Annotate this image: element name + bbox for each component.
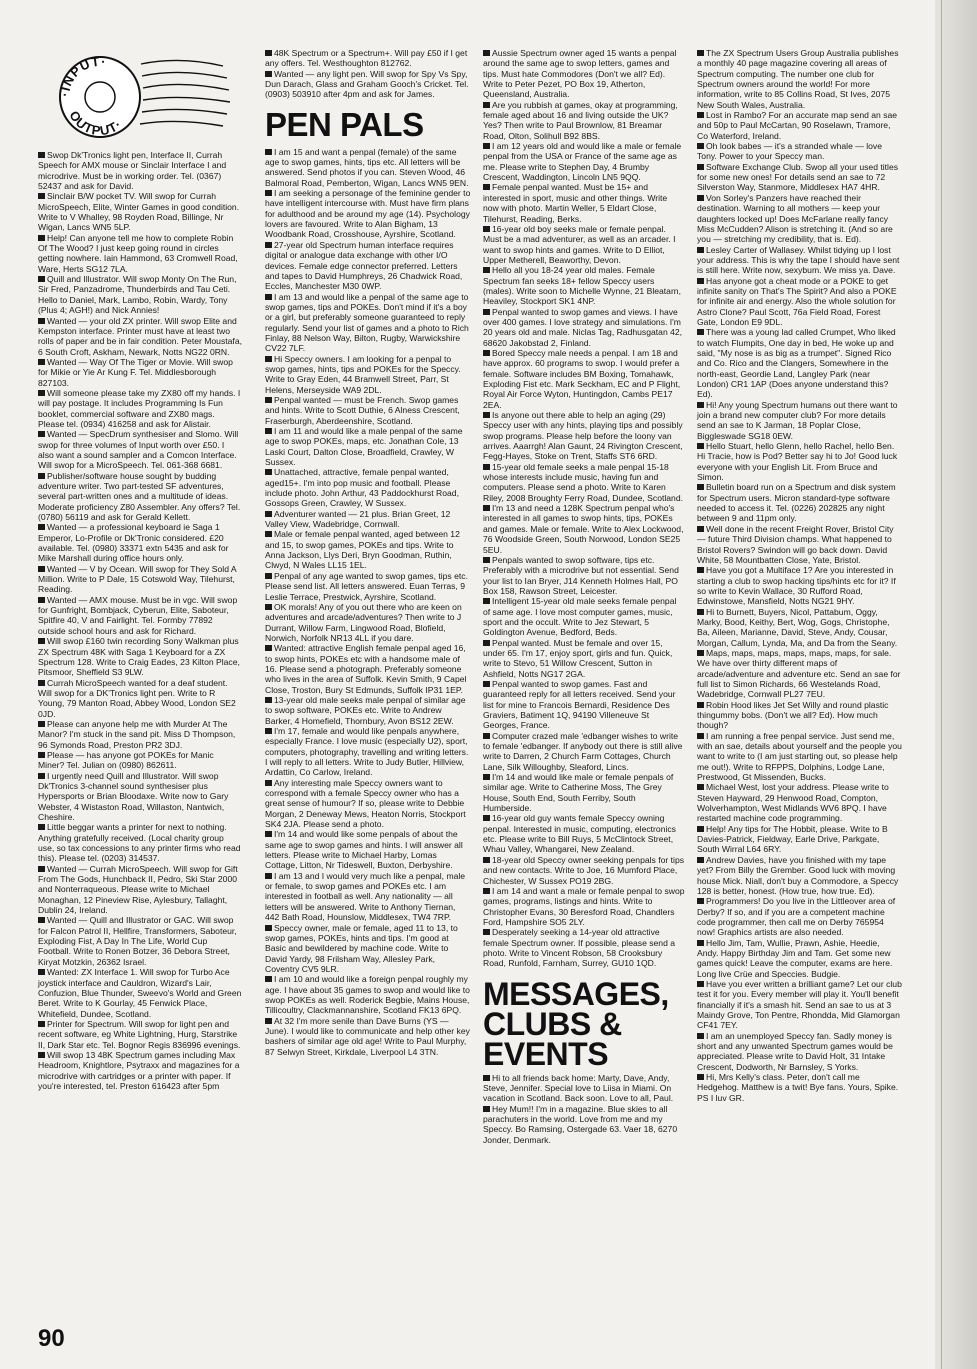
classified-ad: At 32 I'm more senile than Dave Burns (YS — June). I would like to communicate and help other key bashers of similar age old age! Write to Paul Murphy, 87 Selwyn Street, Kirkdale, Liverpool L4 3TN. [265, 1015, 470, 1057]
classified-ad: Adventurer wanted — 21 plus. Brian Greet, 12 Valley View, Wadebridge, Cornwall. [265, 509, 471, 530]
classified-ad: Will someone please take my ZX80 off my hands. I will pay postage. It includes Programming Is Fun booklet, commercial software and ZX80 mags. Please tel. (0934) 416258 and ask for Alistair. [38, 387, 241, 429]
classified-ad: Software Exchange Club. Swop all your used titles for some new ones! For details send an sae to 72 Silverston Way, Stanmore, Middlesex HA7 4HR. [697, 162, 902, 193]
classified-ad: Wanted — any light pen. Will swop for Spy Vs Spy, Dun Darach, Glass and Graham Gooch's Cricket. Tel. (0903) 503910 after 4pm and ask for James. [265, 69, 471, 100]
classified-ad: 18-year old Speccy owner seeking penpals for tips and new contacts. Write to Joe, 16 Mumford Place, Chichester, W Sussex PO19 2BG. [483, 854, 685, 886]
classified-ad: I am 11 and would like a male penpal of the same age to swop POKEs, maps, etc. Jonathan Cole, 13 Laski Court, Dalton Close, Broadfield, Crawley, W Sussex. [265, 426, 471, 467]
classified-ad: Help! Can anyone tell me how to complete Robin Of The Wood? I just keep going round in circles getting nowhere. Iain Hammond, 63 Cromwell Road, Ware, Herts SG12 7LA. [38, 233, 242, 274]
classified-ad: Penpal wanted. Must be female and over 15, under 65. I'm 17, enjoy sport, girls and fun. Quick, write to Stevo, 51 Willow Crescent, Sutton in Ashfield, Notts NG17 2GA. [483, 638, 685, 679]
classified-ad: Any interesting male Speccy owners want to correspond with a female Speccy owner who has a great sense of humour? If so, please write to Debbie Morgan, 2 Deneway Mews, Heaton Norris, Stockport SK4 2JA. Please send a photo. [265, 778, 471, 830]
classified-ad: I am 14 and want a male or female penpal to swop games, programs, listings and hints. Write to Christopher Evans, 30 Beresford Road, Chandlers Ford, Hampshire SO5 2LY. [483, 885, 685, 927]
classified-ad: Bulletin board run on a Spectrum and disk system for Spectrum users. Micron standard-type software needed to access it. Tel. (0226) 202825 any night between 9 and 11pm only. [697, 482, 902, 523]
messages-clubs-events-heading: MESSAGES, CLUBS & EVENTS [483, 975, 669, 1072]
column-1 [38, 150, 242, 1091]
classified-ad: Publisher/software house sought by budding adventure writer. Two part-tested SF adventures, several part-written ones and a multitude of ideas. Moderate proficiency Z80 Assembler. Any offers? Tel. (0780) 56119 and ask for Gerald Kellett. [38, 470, 241, 523]
classified-ad: Lesley Carter of Wallasey. Whilst tidying up I lost your address. This is why the tape I should have sent is still here. Write now, sexybum. We miss ya. Dave. [697, 245, 902, 276]
classified-ad: OK morals! Any of you out there who are keen on adventures and arcade/adventures? Then write to J Durrant, Willow Farm, Lingwood Road, Blofield, Norwich, Norfolk NR13 4LL if you dare. [265, 602, 471, 643]
classified-ad: Has anyone got a cheat mode or a POKE to get infinite sanity on That's The Spirit? And also a POKE for infinite air and energy. Also the whole solution for Astro Clone? Paul Scott, 76a Field Road, Forest Gate, London E9 9DL. [697, 276, 902, 328]
column-3 [483, 48, 685, 1145]
classified-ad: Wanted — Currah MicroSpeech. Will swop for Gift From The Gods, Hunchback II, Pedro, Ski Star 2000 and Nonterraqueous. Please write to Michael Monaghan, 12 Pineview Rise, Aylesbury, Tallaght, Dublin 24, Ireland. [38, 864, 242, 916]
classified-ad: Hi! Any young Spectrum humans out there want to join a brand new computer club? For more details send an sae to K Jarman, 18 Poplar Close, Biggleswade SG18 0EW. [697, 400, 902, 441]
classified-ad: 16-year old guy wants female Speccy owning penpal. Interested in music, computing, electronics etc. Please write to Bill Ruys, 5 McClintock Street, Whau Valley, Whangarei, New Zealand. [483, 813, 685, 854]
classified-ad: Bored Speccy male needs a penpal. I am 18 and have approx. 60 programs to swop. I would prefer a female. Software includes BM Boxing, Tomahawk, Exploding Fist etc. Mark Seckham, EC and P Flight, Royal Air Force Wyton, Huntingdon, Cambs PE17 2EA. [483, 348, 685, 410]
classified-ad: Well done in the recent Freight Rover, Bristol City — future Third Division champs. What happened to Bristol Rovers? Swindon will go back down. David White, 58 Mountbatten Close, Yate, Bristol. [697, 524, 902, 565]
classified-ad: Hi Speccy owners. I am looking for a penpal to swop games, hints, tips and POKEs for the Speccy. Write to Gray Eden, 44 Bramwell Street, Parr, St Helens, Merseyside WA9 2DL. [265, 354, 471, 395]
classified-ad: Unattached, attractive, female penpal wanted, aged15+. I'm into pop music and football. Please include photo. John Arthur, 43 Paddockhurst Road, Gossops Green, Crawley, W Sussex. [265, 467, 471, 508]
classified-ad: 16-year old boy seeks male or female penpal. Must be a mad adventurer, as well as an arcader. I want to swop hints and games. Write to D Elliot, Upper Metherell, Beaworthy, Devon. [483, 224, 685, 265]
pen-pals-list [265, 147, 471, 1057]
classified-ad: I am 10 and would like a foreign penpal roughly my age. I have about 35 games to swop and would like to swop POKEs as well. Roderick Begbie, Mains House, Tillicoultry, Clackmannanshire, Scotland FK13 6PQ. [265, 974, 470, 1016]
classified-ad: Michael West, lost your address. Please write to Steven Hayward, 29 Henwood Road, Compton, Wolverhampton, West Midlands WV6 8PQ. I have restarted machine code programming. [697, 782, 902, 823]
classified-ad: Printer for Spectrum. Will swop for light pen and recent software, eg White Lightning, Hurg, Starstrike II, Dark Star etc. Tel. Bognor Regis 836996 evenings. [38, 1018, 241, 1050]
classified-ad: Wanted — a professional keyboard ie Saga 1 Emperor, Lo-Profile or Dk'Tronic considered. £20 available. Tel. (0980) 33371 extn 5435 and ask for Mike Marshall during office hours only. [38, 522, 242, 563]
input-output-logo [55, 50, 235, 145]
svg-text:·INPUT·: ·INPUT· [56, 53, 108, 98]
classified-ad: Have you got a Multiface 1? Are you interested in starting a club to swop hacking tips/hints etc for it? If so write to Kevin Wallace, 30 Rufford Road, Edwinstowe, Mansfield, Notts NG21 9HY. [697, 565, 902, 606]
classified-ad: Will swop £160 twin recording Sony Walkman plus ZX Spectrum 48K with Saga 1 Keyboard for a ZX Spectrum 128. Write to Craig Eades, 23 Kilton Place, Pitsmoor, Sheffield S3 9LW. [38, 636, 242, 677]
classified-ad: Have you ever written a brilliant game? Let our club test it for you. Every member will play it. You'll benefit financially if it's a smash hit. Send an sae to us at 3 Maindy Grove, Ton Pentre, Rhondda, Mid Glamorgan CF41 7EY. [697, 978, 902, 1031]
classified-ad: I am 12 years old and would like a male or female penpal from the USA or France of the same age as me. Please write to Stephen Day, 4 Brumby Crescent, Waddington, Lincoln LN5 9QQ. [483, 141, 685, 182]
classified-ad: Wanted: attractive English female penpal aged 16, to swop hints, POKEs etc with a handsome male of 16. Please send a photograph. Preferably someone who lives in the area of Suffolk. Kevin Smith, 9 Capel Close, Troston, Bury St Edmunds, Suffolk IP31 1EP. [265, 643, 471, 695]
column-4 [697, 48, 902, 1103]
classified-ad: Robin Hood likes Jet Set Willy and round plastic thingummy bobs. (Don't we all? Ed). How much though? [697, 700, 902, 731]
classified-ad: Penpals wanted to swop software, tips etc. Preferably with a microdrive but not essential. Send your list to Ian Bryer, J14 Kenneth Holmes Hall, PO Box 158, Rawson Street, Leicester. [483, 555, 685, 596]
classified-ad: Is anyone out there able to help an aging (29) Speccy user with any hints, playing tips and possibly swop programs. Please help before the loony van arrives. Aaarrgh! Alan Gaunt, 24 Rivington Crescent, Fegg-Hayes, Stoke on Trent, Staffs ST6 6RD. [483, 410, 685, 462]
classified-ad: Hello Stuart, hello Glenn, hello Rachel, hello Ben. Hi Tracie, how is Pod? Better say hi to Jo! Good luck everyone with your English Lit. From Bruce and Simon. [697, 441, 902, 482]
classified-ad: Hey Mum!! I'm in a magazine. Blue skies to all parachuters in the world. Love from me and my Speccy. Bo Ramsing, Ostergade 63. Vaer 18, 6270 Jonder, Denmark. [483, 1104, 685, 1145]
classified-ad: Maps, maps, maps, maps, maps, maps, for sale. We have over thirty different maps of arcade/adventure and adventure etc. Send an sae for full list to Simon Richards, 66 Westelands Road, Wadebridge, Cornwall PL27 7EU. [697, 647, 901, 700]
column-2-top-ads [265, 48, 471, 100]
classified-ad: Wanted: ZX Interface 1. Will swop for Turbo Ace joystick interface and Cauldron, Wizard's Lair, Confuzion, Blue Thunder, Sweevo's World and Green Beret. Write to K Gourlay, 45 Fenwick Place, Whitefield, Dundee, Scotland. [38, 967, 242, 1019]
classified-ad: Lost in Rambo? For an accurate map send an sae and 50p to Paul McCartan, 90 Roselawn, Tramore, Co Waterford, Ireland. [697, 110, 902, 141]
classified-ad: Hi to Burnett, Buyers, Nicol, Pattabum, Oggy, Marky, Bood, Keithy, Bert, Wog, Gogs, Christophe, Ba, Aileen, Marianne, David, Steve, Andy, Cousar, Morgan, Callum, Lynda, Ma, and Da from the Seany. [697, 607, 902, 648]
classified-ad: Hi, Mrs Kelly's class. Peter, don't call me Hedgehog. Matthew is a twit! Bye fans. Yours, Spike. PS I luv GR. [697, 1072, 902, 1103]
classified-ad: Oh look babes — it's a stranded whale — love Tony. Power to your Speccy man. [697, 141, 902, 162]
classified-ad: Female penpal wanted. Must be 15+ and interested in sport, music and other things. Write now with photo. Martin Weller, 5 Eldart Close, Tilehurst, Reading, Berks. [483, 182, 685, 223]
classified-ad: Andrew Davies, have you finished with my tape yet? From Billy the Grember. Good luck with moving house Mick. Niall, don't buy a Commodore, a Speccy 128 is better, honest. (How true, how true. Ed). [697, 855, 902, 896]
classified-ad: Quill and Illustrator. Will swop Monty On The Run, Sir Fred, Panzadrome, Thunderbirds and Tau Ceti. Hello to Daniel, Mark, Lambo, Robin, Wardy, Tony (Plus 4; AGH!) and Nick Annies! [38, 274, 242, 315]
classified-ad: Currah MicroSpeech wanted for a deaf student. Will swop for a DK'Tronics light pen. Write to R Young, 79 Manton Road, Abbey Wood, London SE2 0JD. [38, 678, 242, 719]
classified-ad: 27-year old Spectrum human interface requires digital or analogue data exchange with other I/O devices. Female edge connector preferred. Letters and tapes to David Humphreys, 26 Chadwick Road, Eccles, Manchester M30 0WP. [265, 240, 471, 292]
classified-ad: I am seeking a personage of the feminine gender to have intelligent intercourse with. Must have firm plans for adulthood and be around my age (14). Psychology lovers are favoured. Write to Alan Bigham, 13 Woodbank Road, Crosshouse, Ayrshire, Scotland. [265, 188, 471, 240]
classified-ad: I am 15 and want a penpal (female) of the same age to swop games, hints, tips etc. All letters will be answered. Send photos if you can. Steven Wood, 46 Balmoral Road, Pemberton, Wigan, Lancs WN5 9EN. [265, 147, 471, 188]
classified-ad: I'm 13 and need a 128K Spectrum penpal who's interested in all games to swop hints, tips, POKEs and games. Male or female. Write to Alex Lockwood, 76 Woodside Green, South Norwood, London SE25 5EU. [483, 503, 684, 555]
classified-ad: Wanted — V by Ocean. Will swop for They Sold A Million. Write to P Dale, 15 Cotswold Way, Tilehurst, Reading. [38, 564, 242, 595]
classified-ad: Penpal of any age wanted to swop games, tips etc. Please send list. All letters answered. Euan Terras, 9 Leslie Terrace, Prestwick, Ayrshire, Scotland. [265, 571, 471, 602]
classified-ad: I am 13 and I would very much like a penpal, male or female, to swop games and POKEs etc. I am interested in football as well. Any nationality — all letters will be answered. Write to Anthony Tiernan, 442 Bath Road, Hounslow, Middlesex, TW4 7RP. [265, 871, 471, 923]
classified-ad: Penpal wanted to swop games. Fast and guaranteed reply for all letters received. Send your list for mine to Francois Bernardi, Residence Des Graviers, Batiment 1Q, 94190 Villeneuve St Georges, France. [483, 679, 685, 731]
classified-ad: Swop Dk'Tronics light pen, Interface II, Currah Speech for AMX mouse or Sinclair Interface I and microdrive. Must be in working order. Tel. (0367) 52437 and ask for David. [38, 150, 242, 191]
classified-ad: Speccy owner, male or female, aged 11 to 13, to swop games, POKEs, hints and tips. I'm good at Basic and bewildered by machine code. Write to David Yardy, 98 Frilsham Way, Allesley Park, Coventry CV5 9LR. [265, 923, 471, 975]
classified-ad: Little beggar wants a printer for next to nothing. Anything gratefully received. (Local charity group use, so tax concessions to any printer firms who read this). Please tel. (0203) 314537. [38, 822, 241, 864]
classified-ad: Male or female penpal wanted, aged between 12 and 15, to swop games, POKEs and tips. Write to Anna Jackson, Llys Deri, Bryn Goodman, Ruthin, Clwyd, N Wales LL15 1EL. [265, 529, 471, 570]
classified-ad: Please — has anyone got POKEs for Manic Miner? Tel. Julian on (0980) 862611. [38, 750, 242, 771]
classified-ad: Computer crazed male 'edbanger wishes to write to female 'edbanger. If anybody out there is still alive write to Darren, 2 Church Farm Cottages, Church Lane, Silk Willoughby, Sleaford, Lincs. [483, 731, 685, 772]
pen-pals-list-continued [483, 48, 685, 969]
classified-ad: Wanted — your old ZX printer. Will swop Elite and Kempston interface. Printer must have at least two rolls of paper and be in fair condition. Peter Moustafa, 6 South Croft, Askham, Newark, Notts NG22 0RN. [38, 315, 242, 357]
classified-ad: Sinclair B/W pocket TV. Will swop for Currah MicroSpeech, Elite, Winter Games in good condition. Write to V Whalley, 98 Royden Road, Billinge, Nr Wigan, Lancs WN5 5LP. [38, 191, 242, 232]
classified-ad: Wanted — AMX mouse. Must be in vgc. Will swop for Gunfright, Bombjack, Cyberun, Elite, Saboteur, Spitfire 40, V and Fairlight. Tel. Formby 77892 outside school hours and ask for Richard. [38, 595, 242, 636]
classified-ad: Programmers! Do you live in the Littleover area of Derby? If so, and if you are a competent machine code programmer, then call me on Derby 765954 now! Graphics artists are also needed. [697, 896, 902, 937]
classified-ad: I am 13 and would like a penpal of the same age to swop games, tips and POKEs. Don't mind if it's a boy or a girl, but preferably someone guaranteed to reply regularly. Send your list of games and a photo to Rich Finlay, 88 Nelson Way, Bilton, Rugby, Warwickshire CV22 7LF. [265, 292, 471, 354]
classified-ad: Hello all you 18-24 year old males. Female Spectrum fan seeks 18+ fellow Speccy users (males). Write soon to Michelle Wynne, 21 Bleatarn, Heaviley, Stockport SK1 4NP. [483, 265, 685, 306]
classified-ad: I am an unemployed Speccy fan. Sadly money is short and any unwanted Spectrum games would be appreciated. Please write to David Holt, 31 Intake Crescent, Dodworth, Nr Barnsley, S Yorks. [697, 1031, 902, 1072]
classified-ad: Penpal wanted — must be French. Swop games and hints. Write to Scott Duthie, 6 Alness Crescent, Fraserburgh, Aberdeenshire, Scotland. [265, 395, 471, 426]
classified-ad: Hi to all friends back home: Marty, Dave, Andy, Steve, Jennifer. Special love to Liisa in Miami. On vacation in Scotland. Back soon. Love to all, Paul. [483, 1073, 685, 1104]
classified-ad: I'm 14 and would like some penpals of about the same age to swop games and hints. I will answer all letters. Please write to Michael Harby, Lomas Cottage, Litton, Nr Tideswell, Buxton, Derbyshire. [265, 829, 471, 870]
classified-ad: Please can anyone help me with Murder At The Manor? I'm stuck in the sand pit. Miss D Thompson, 96 Symonds Road, Preston PR2 3DJ. [38, 719, 242, 750]
classified-ad: Wanted — SpecDrum synthesiser and Slomo. Will swop for three volumes of Input worth over £50. I also want a sound sampler and a Comcon Interface. Will swop for a MicroSpeech. Tel. 061-368 6681. [38, 429, 242, 470]
classified-ad: Hello Jim, Tam, Wullie, Prawn, Ashie, Heedie, Andy. Happy Birthday Jim and Tam. Get some new games quick! Leave the computer, exams are here. Long live Crüe and Speccies. Budgie. [697, 938, 902, 979]
pen-pals-heading: PEN PALS [265, 105, 424, 143]
classified-ad: Are you rubbish at games, okay at programming, female aged about 16 and living outside the UK? Yes? Then write to Paul Brownlow, 81 Breamar Road, Olton, Solihull B92 8BS. [483, 100, 685, 141]
column-2 [265, 48, 471, 1057]
messages-list [483, 1073, 685, 1145]
page-number: 90 [38, 1325, 65, 1352]
classified-ad: Penpal wanted to swop games and views. I have over 400 games. I love strategy and simulations. I'm 20 years old and male. Niclas Tag, Radhusgatan 42, 68620 Jakobstad 2, Finland. [483, 307, 685, 348]
classified-ad: Will swop 13 48K Spectrum games including Max Headroom, Knightlore, Psytraxx and magazines for a microdrive with cartridges or a printer with paper. If you're interested, tel. Preston 616423 after 5pm [38, 1050, 242, 1091]
classified-ad: I am running a free penpal service. Just send me, with an sae, details about yourself and the people you want to write to (I am just starting out, so please help me out!). Write to RFPPS, Dolphins, Lodge Lane, Prestwood, Gt Missenden, Bucks. [697, 730, 902, 783]
classified-ad: 13-year old male seeks male penpal of similar age to swop software, POKEs etc. Write to Andrew Barker, 4 Homefield, Thornbury, Avon BS12 2EW. [265, 695, 471, 726]
classified-ad: Help! Any tips for The Hobbit, please. Write to B Davies-Patrick, Fieldway, Earle Drive, Parkgate, South Wirral L64 6RY. [697, 824, 902, 855]
classified-ad: Wanted — Quill and Illustrator or GAC. Will swop for Falcon Patrol II, Hellfire, Transformers, Saboteur, Exploding Fist, A Day In The Life, World Cup Football. Write to Ronen Botzer, 36 Debora Street, Kiryat Motzkin, 26362 Israel. [38, 915, 242, 967]
classified-ad: 48K Spectrum or a Spectrum+. Will pay £50 if I get any offers. Tel. Westhoughton 812762. [265, 48, 471, 69]
classified-ad: Von Sorley's Panzers have reached their destination. Warning to all mothers — keep your daughters locked up! Does McFarlane really fancy Miss McCudden? Alison is stretching it. (And so are you — stretching my credibility, that is. Ed). [697, 193, 902, 245]
classified-ad: The ZX Spectrum Users Group Australia publishes a monthly 40 page magazine covering all areas of Spectrum computing. The number one club for Spectrum owners around the world! For more information, write to 85 Collins Road, St Ives, 2075 New South Wales, Australia. [697, 48, 902, 110]
classified-ad: 15-year old female seeks a male penpal 15-18 whose interests include music, having fun and computers. Please send a photo. Write to Karen Riley, 2008 Broughty Ferry Road, Dundee, Scotland. [483, 461, 683, 503]
page-edge [935, 0, 977, 1369]
classified-ad: Wanted — Way Of The Tiger or Movie. Will swop for Mikie or Yie Ar Kung F. Tel. Middlesborough 827103. [38, 357, 242, 388]
classified-ad: There was a young lad called Crumpet, Who liked to watch Flumpits, One day in bed, He woke up and said, "My nose is as big as a trumpet". Signed Rico and Co. Rico and the Clangers, Somewhere in the north-east, Geordie Land, Langley Park (near London) CR1 1AP (Does anyone understand this? Ed). [697, 327, 902, 399]
svg-text:OUTPUT·: OUTPUT· [66, 108, 126, 139]
classified-ad: Aussie Spectrum owner aged 15 wants a penpal around the same age to swop letters, games and tips. Must hate Commodores (Don't we all? Ed). Write to Peter Pezet, PO Box 19, Atherton, Queensland, Australia. [483, 48, 685, 100]
classified-ad: I'm 17, female and would like penpals anywhere, especially France. I love music (especially U2), sport, computers, photography, travelling and writing letters. I will reply to all letters. Write to Judy Butler, Hillview, Ardattin, Co Carlow, Ireland. [265, 726, 471, 778]
classified-ad: Intelligent 15-year old male seeks female penpal of same age. I love most computer games, music, sport and the occult. Write to Jez Stewart, 5 Goldington Avenue, Bedford, Beds. [483, 596, 685, 637]
classified-ad: I'm 14 and would like male or female penpals of similar age. Write to Catherine Moss, The Grey House, South End, South Ferriby, South Humberside. [483, 772, 685, 813]
classified-ad: I urgently need Quill and Illustrator. Will swop Dk'Tronics 3-channel sound synthesiser plus Hypersports or Brian Bloodaxe. Write now to Gary Webster, 4 Wistaston Road, Willaston, Nantwich, Cheshire. [38, 771, 242, 823]
classified-ad: Desperately seeking a 14-year old attractive female Spectrum owner. If possible, please send a photo. Write to Vincent Robson, 58 Crooksbury Road, Runfold, Farnham, Surrey, GU10 1QD. [483, 927, 685, 968]
